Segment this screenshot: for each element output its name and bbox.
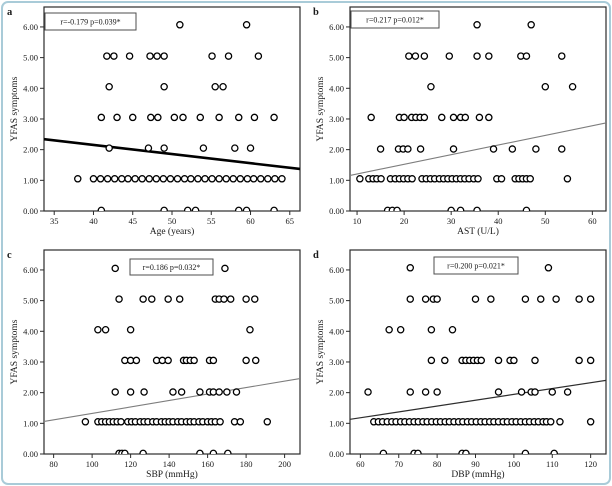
data-point bbox=[105, 176, 111, 182]
data-point bbox=[271, 207, 277, 213]
plot-content bbox=[44, 265, 300, 456]
data-point bbox=[564, 176, 570, 182]
data-point bbox=[476, 114, 482, 120]
x-tick-label: 90 bbox=[471, 459, 480, 469]
data-point bbox=[434, 296, 440, 302]
x-tick-label: 100 bbox=[507, 459, 521, 469]
regression-line bbox=[350, 123, 606, 175]
data-point bbox=[114, 114, 120, 120]
y-tick-label: 6.00 bbox=[23, 264, 38, 275]
data-point bbox=[557, 419, 563, 425]
data-point bbox=[149, 296, 155, 302]
data-point bbox=[170, 389, 176, 395]
plot-content bbox=[350, 265, 606, 457]
x-tick-label: 65 bbox=[285, 216, 295, 226]
data-point bbox=[542, 84, 548, 90]
data-point bbox=[236, 207, 242, 213]
data-point bbox=[209, 53, 215, 59]
data-point bbox=[185, 207, 191, 213]
data-point bbox=[188, 176, 194, 182]
data-point bbox=[125, 176, 131, 182]
data-point bbox=[365, 389, 371, 395]
x-tick-label: 100 bbox=[85, 459, 99, 469]
data-point bbox=[140, 296, 146, 302]
data-point bbox=[90, 176, 96, 182]
x-tick-label: 160 bbox=[201, 459, 214, 469]
x-tick-label: 60 bbox=[588, 216, 597, 226]
data-point bbox=[102, 327, 108, 333]
data-point bbox=[145, 145, 151, 151]
y-tick-label: 3.00 bbox=[329, 113, 344, 124]
y-tick-label: 6.00 bbox=[329, 21, 344, 32]
y-tick-label: 0.00 bbox=[329, 449, 344, 459]
x-axis-title: DBP (mmHg) bbox=[451, 470, 505, 480]
x-tick-label: 35 bbox=[49, 216, 59, 226]
data-point bbox=[223, 176, 229, 182]
data-point bbox=[177, 22, 183, 28]
x-tick-label: 20 bbox=[399, 216, 409, 226]
y-tick-label: 0.00 bbox=[23, 206, 38, 216]
data-point bbox=[153, 176, 159, 182]
x-tick-label: 140 bbox=[162, 459, 176, 469]
data-point bbox=[252, 296, 258, 302]
data-point bbox=[161, 145, 167, 151]
data-point bbox=[423, 389, 429, 395]
data-point bbox=[197, 450, 203, 456]
data-point bbox=[474, 53, 480, 59]
data-point bbox=[474, 207, 480, 213]
data-point bbox=[509, 146, 515, 152]
data-point bbox=[165, 357, 171, 363]
data-point bbox=[415, 450, 421, 456]
data-point bbox=[450, 114, 456, 120]
data-point bbox=[462, 114, 468, 120]
data-point bbox=[160, 176, 166, 182]
data-point bbox=[264, 419, 270, 425]
data-point bbox=[421, 53, 427, 59]
data-point bbox=[228, 296, 234, 302]
y-tick-label: 2.00 bbox=[329, 387, 344, 398]
y-tick-label: 2.00 bbox=[329, 144, 344, 155]
data-point bbox=[147, 53, 153, 59]
data-point bbox=[174, 176, 180, 182]
data-point bbox=[224, 389, 230, 395]
data-point bbox=[522, 450, 528, 456]
data-point bbox=[439, 114, 445, 120]
x-tick-label: 45 bbox=[128, 216, 137, 226]
plot-content bbox=[350, 22, 606, 214]
data-point bbox=[528, 22, 534, 28]
x-tick-label: 180 bbox=[239, 459, 253, 469]
x-tick-label: 80 bbox=[432, 459, 442, 469]
data-point bbox=[154, 53, 160, 59]
data-point bbox=[463, 450, 469, 456]
data-point bbox=[171, 114, 177, 120]
data-point bbox=[442, 357, 448, 363]
data-point bbox=[271, 114, 277, 120]
data-point bbox=[518, 389, 524, 395]
x-tick-label: 60 bbox=[246, 216, 255, 226]
annotation-text: r=0.200 p=0.021* bbox=[447, 261, 505, 271]
panel-letter: b bbox=[313, 7, 319, 18]
data-point bbox=[202, 176, 208, 182]
y-tick-label: 4.00 bbox=[23, 326, 38, 337]
data-point bbox=[569, 84, 575, 90]
data-point bbox=[112, 389, 118, 395]
x-tick-label: 40 bbox=[89, 216, 98, 226]
data-point bbox=[122, 450, 128, 456]
data-point bbox=[82, 419, 88, 425]
data-point bbox=[449, 327, 455, 333]
data-point bbox=[106, 145, 112, 151]
data-point bbox=[146, 176, 152, 182]
data-point bbox=[236, 114, 242, 120]
data-point bbox=[495, 357, 501, 363]
data-point bbox=[210, 357, 216, 363]
data-point bbox=[216, 389, 222, 395]
y-tick-label: 6.00 bbox=[329, 264, 344, 275]
data-point bbox=[133, 357, 139, 363]
data-point bbox=[197, 114, 203, 120]
data-point bbox=[398, 327, 404, 333]
data-point bbox=[237, 176, 243, 182]
data-point bbox=[126, 53, 132, 59]
data-point bbox=[380, 450, 386, 456]
y-axis-title: YFAS symptoms bbox=[10, 319, 20, 385]
data-points bbox=[365, 265, 594, 457]
data-point bbox=[394, 207, 400, 213]
data-point bbox=[407, 389, 413, 395]
data-point bbox=[495, 389, 501, 395]
data-point bbox=[405, 146, 411, 152]
data-point bbox=[161, 84, 167, 90]
regression-line bbox=[44, 379, 300, 422]
data-point bbox=[161, 53, 167, 59]
data-point bbox=[179, 389, 185, 395]
y-tick-label: 2.00 bbox=[23, 387, 38, 398]
y-tick-label: 4.00 bbox=[329, 326, 344, 337]
data-point bbox=[253, 357, 259, 363]
data-point bbox=[412, 53, 418, 59]
y-tick-label: 6.00 bbox=[23, 21, 38, 32]
regression-line bbox=[350, 380, 606, 419]
data-point bbox=[446, 53, 452, 59]
data-point bbox=[532, 389, 538, 395]
data-point bbox=[230, 176, 236, 182]
x-tick-label: 50 bbox=[541, 216, 550, 226]
data-point bbox=[576, 296, 582, 302]
scatter-panel-d bbox=[306, 243, 612, 486]
data-point bbox=[225, 450, 231, 456]
data-point bbox=[167, 176, 173, 182]
x-tick-label: 30 bbox=[446, 216, 456, 226]
data-point bbox=[545, 265, 551, 271]
scatter-panel-c bbox=[0, 243, 306, 486]
data-point bbox=[258, 176, 264, 182]
y-tick-label: 5.00 bbox=[23, 52, 38, 63]
data-point bbox=[98, 207, 104, 213]
data-point bbox=[588, 296, 594, 302]
data-point bbox=[251, 176, 257, 182]
data-point bbox=[548, 419, 554, 425]
data-point bbox=[532, 357, 538, 363]
data-point bbox=[357, 176, 363, 182]
data-point bbox=[232, 145, 238, 151]
x-tick-label: 60 bbox=[356, 459, 365, 469]
data-point bbox=[378, 176, 384, 182]
y-tick-label: 1.00 bbox=[329, 175, 344, 186]
data-point bbox=[75, 176, 81, 182]
y-tick-label: 5.00 bbox=[23, 295, 38, 306]
y-axis-title: YFAS symptoms bbox=[10, 76, 20, 142]
data-point bbox=[423, 296, 429, 302]
data-point bbox=[409, 176, 415, 182]
data-point bbox=[210, 450, 216, 456]
x-axis-title: AST (U/L) bbox=[457, 227, 499, 237]
data-point bbox=[237, 419, 243, 425]
y-tick-label: 1.00 bbox=[23, 418, 38, 429]
data-point bbox=[265, 176, 271, 182]
data-point bbox=[488, 296, 494, 302]
scatter-panel-b bbox=[306, 0, 612, 243]
data-point bbox=[523, 53, 529, 59]
data-point bbox=[511, 357, 517, 363]
y-axis-title: YFAS symptoms bbox=[316, 76, 326, 142]
data-point bbox=[428, 84, 434, 90]
data-point bbox=[141, 389, 147, 395]
y-tick-label: 3.00 bbox=[329, 356, 344, 367]
data-point bbox=[243, 296, 249, 302]
x-tick-label: 110 bbox=[546, 459, 559, 469]
x-axis-title: Age (years) bbox=[149, 227, 195, 237]
y-tick-label: 1.00 bbox=[329, 418, 344, 429]
data-point bbox=[527, 176, 533, 182]
data-point bbox=[111, 53, 117, 59]
plot-content bbox=[44, 22, 300, 214]
data-point bbox=[588, 357, 594, 363]
data-point bbox=[472, 296, 478, 302]
x-tick-label: 120 bbox=[584, 459, 598, 469]
data-point bbox=[220, 84, 226, 90]
data-point bbox=[128, 327, 134, 333]
data-point bbox=[104, 53, 110, 59]
data-point bbox=[377, 146, 383, 152]
x-tick-label: 70 bbox=[394, 459, 403, 469]
panel-letter: c bbox=[7, 250, 12, 261]
data-point bbox=[475, 176, 481, 182]
data-point bbox=[474, 22, 480, 28]
annotation-text: r=-0.179 p=0.039* bbox=[60, 17, 121, 27]
data-point bbox=[165, 296, 171, 302]
data-point bbox=[386, 327, 392, 333]
data-point bbox=[155, 114, 161, 120]
y-tick-label: 3.00 bbox=[23, 113, 38, 124]
data-point bbox=[191, 357, 197, 363]
x-tick-label: 40 bbox=[493, 216, 503, 226]
data-point bbox=[406, 53, 412, 59]
data-point bbox=[279, 176, 285, 182]
data-point bbox=[401, 114, 407, 120]
data-point bbox=[478, 357, 484, 363]
data-point bbox=[368, 114, 374, 120]
data-point bbox=[212, 84, 218, 90]
data-point bbox=[128, 389, 134, 395]
data-point bbox=[255, 53, 261, 59]
annotation-text: r=0.186 p=0.032* bbox=[142, 263, 201, 272]
data-point bbox=[251, 114, 257, 120]
y-tick-label: 5.00 bbox=[329, 52, 344, 63]
panel-letter: d bbox=[313, 250, 319, 261]
data-point bbox=[490, 146, 496, 152]
x-tick-label: 200 bbox=[278, 459, 291, 469]
data-point bbox=[244, 176, 250, 182]
data-point bbox=[216, 176, 222, 182]
data-point bbox=[538, 296, 544, 302]
data-point bbox=[407, 296, 413, 302]
x-tick-label: 120 bbox=[124, 459, 137, 469]
data-point bbox=[97, 176, 103, 182]
data-point bbox=[116, 296, 122, 302]
data-point bbox=[130, 114, 136, 120]
data-point bbox=[221, 296, 227, 302]
data-point bbox=[118, 419, 124, 425]
data-point bbox=[417, 146, 423, 152]
data-point bbox=[233, 389, 239, 395]
data-point bbox=[421, 114, 427, 120]
scatter-panel-a bbox=[0, 0, 306, 243]
data-point bbox=[553, 296, 559, 302]
data-point bbox=[486, 53, 492, 59]
y-tick-label: 5.00 bbox=[329, 295, 344, 306]
data-point bbox=[247, 145, 253, 151]
x-tick-label: 80 bbox=[49, 459, 58, 469]
data-point bbox=[197, 389, 203, 395]
data-point bbox=[244, 22, 250, 28]
regression-line bbox=[44, 139, 300, 169]
x-tick-label: 10 bbox=[352, 216, 362, 226]
x-tick-label: 50 bbox=[167, 216, 177, 226]
data-point bbox=[565, 389, 571, 395]
x-tick-label: 55 bbox=[207, 216, 216, 226]
data-point bbox=[209, 176, 215, 182]
y-tick-label: 4.00 bbox=[329, 83, 344, 94]
data-point bbox=[112, 176, 118, 182]
data-point bbox=[112, 265, 118, 271]
data-point bbox=[98, 114, 104, 120]
data-point bbox=[195, 176, 201, 182]
data-point bbox=[222, 265, 228, 271]
data-points bbox=[75, 22, 285, 214]
data-point bbox=[428, 357, 434, 363]
data-point bbox=[272, 176, 278, 182]
data-point bbox=[132, 176, 138, 182]
data-point bbox=[244, 207, 250, 213]
data-point bbox=[177, 296, 183, 302]
data-point bbox=[486, 114, 492, 120]
data-point bbox=[225, 53, 231, 59]
y-axis-title: YFAS symptoms bbox=[316, 319, 326, 385]
data-point bbox=[498, 176, 504, 182]
y-tick-label: 3.00 bbox=[23, 356, 38, 367]
data-point bbox=[148, 114, 154, 120]
data-point bbox=[576, 357, 582, 363]
data-point bbox=[549, 389, 555, 395]
data-point bbox=[216, 114, 222, 120]
y-tick-label: 4.00 bbox=[23, 83, 38, 94]
data-point bbox=[181, 176, 187, 182]
panel-letter: a bbox=[7, 7, 13, 18]
data-point bbox=[95, 327, 101, 333]
data-point bbox=[243, 357, 249, 363]
data-point bbox=[588, 419, 594, 425]
data-point bbox=[192, 207, 198, 213]
y-tick-label: 1.00 bbox=[23, 175, 38, 186]
data-point bbox=[559, 53, 565, 59]
data-point bbox=[533, 146, 539, 152]
data-point bbox=[106, 84, 112, 90]
data-point bbox=[522, 296, 528, 302]
y-tick-label: 2.00 bbox=[23, 144, 38, 155]
x-axis-title: SBP (mmHg) bbox=[146, 470, 198, 480]
data-point bbox=[428, 327, 434, 333]
data-point bbox=[200, 145, 206, 151]
data-point bbox=[434, 389, 440, 395]
data-point bbox=[139, 176, 145, 182]
data-point bbox=[523, 207, 529, 213]
annotation-text: r=0.217 p=0.012* bbox=[366, 15, 424, 25]
data-point bbox=[559, 146, 565, 152]
data-points bbox=[357, 22, 576, 214]
data-point bbox=[161, 207, 167, 213]
data-point bbox=[119, 176, 125, 182]
data-points bbox=[82, 265, 270, 456]
data-point bbox=[457, 207, 463, 213]
data-point bbox=[140, 450, 146, 456]
data-point bbox=[180, 114, 186, 120]
y-tick-label: 0.00 bbox=[23, 449, 38, 459]
data-point bbox=[450, 146, 456, 152]
y-tick-label: 0.00 bbox=[329, 206, 344, 216]
data-point bbox=[407, 265, 413, 271]
data-point bbox=[217, 419, 223, 425]
data-point bbox=[247, 327, 253, 333]
